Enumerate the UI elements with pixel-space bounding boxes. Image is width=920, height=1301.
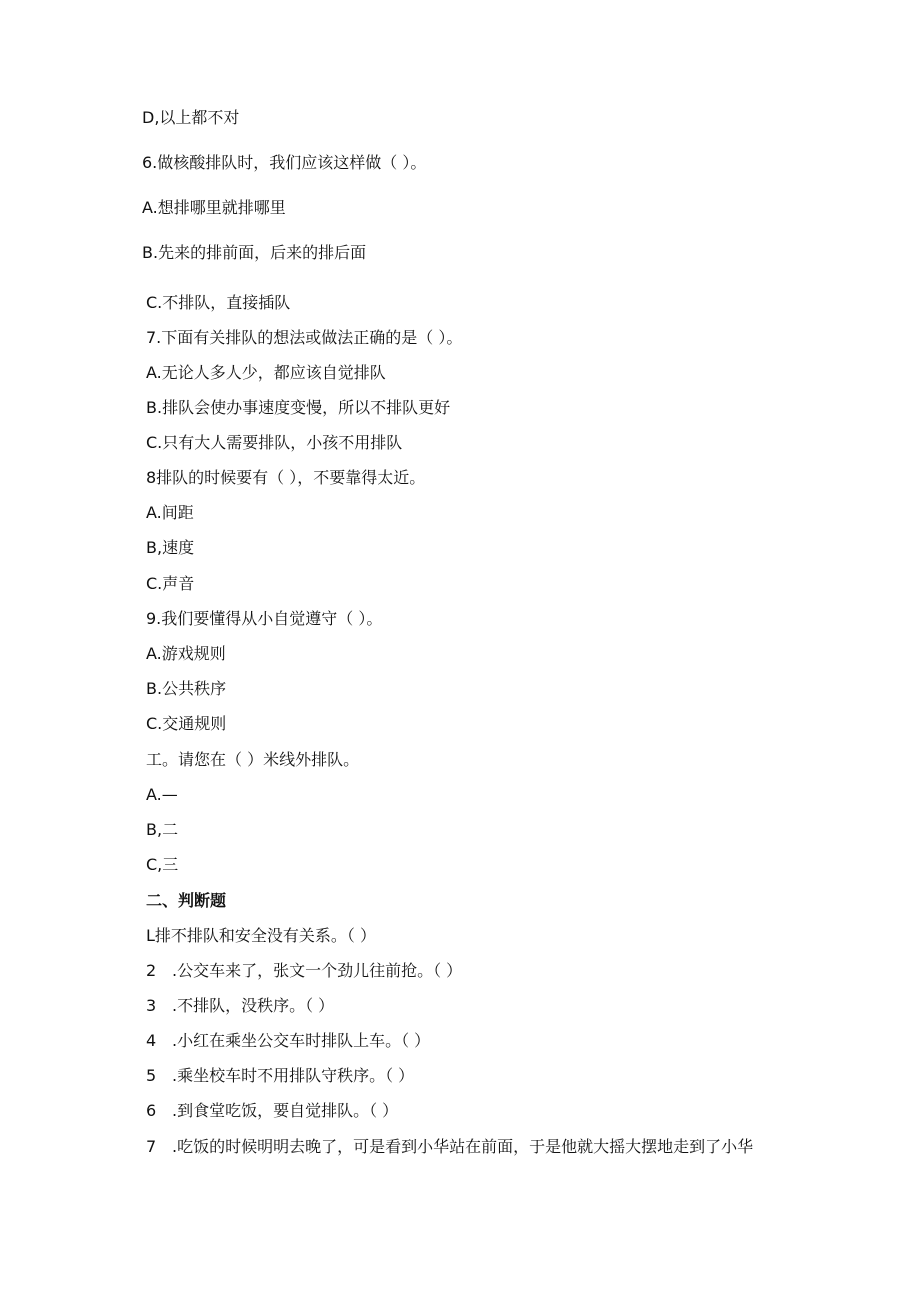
question-7: 7.下面有关排队的想法或做法正确的是（ ）。 xyxy=(146,328,463,347)
option-8c: C.声音 xyxy=(146,574,195,593)
option-6a: A.想排哪里就排哪里 xyxy=(142,198,286,217)
option-7c: C.只有大人需要排队，小孩不用排队 xyxy=(146,433,403,452)
judgment-number: 5 xyxy=(146,1066,157,1085)
option-7a: A.无论人多人少，都应该自觉排队 xyxy=(146,363,386,382)
option-10b: B,二 xyxy=(146,820,179,839)
question-10: 工。请您在（ ）米线外排队。 xyxy=(146,750,360,769)
option-6b: B.先来的排前面，后来的排后面 xyxy=(142,243,367,262)
option-8b: B,速度 xyxy=(146,538,195,557)
option-5d: D,以上都不对 xyxy=(142,108,240,127)
option-10c: C,三 xyxy=(146,855,179,874)
judgment-text: .小红在乘坐公交车时排队上车。（ ） xyxy=(172,1031,431,1050)
judgment-item xyxy=(146,1101,398,1121)
judgment-item xyxy=(146,926,376,946)
judgment-text: .吃饭的时候明明去晚了，可是看到小华站在前面，于是他就大摇大摆地走到了小华 xyxy=(172,1137,754,1156)
judgment-text: L排不排队和安全没有关系。（ ） xyxy=(146,926,377,945)
judgment-number: 3 xyxy=(146,996,157,1015)
question-6: 6.做核酸排队时，我们应该这样做（ ）。 xyxy=(142,153,427,172)
option-6c: C.不排队，直接插队 xyxy=(146,293,291,312)
question-8: 8排队的时候要有（ ），不要靠得太近。 xyxy=(146,468,426,487)
judgment-text: .乘坐校车时不用排队守秩序。（ ） xyxy=(172,1066,415,1085)
section-title: 二、判断题 xyxy=(146,891,227,910)
judgment-item xyxy=(146,961,462,981)
judgment-number: 6 xyxy=(146,1101,157,1120)
judgment-number: 4 xyxy=(146,1031,157,1050)
judgment-item xyxy=(146,1137,753,1157)
judgment-item xyxy=(146,996,334,1016)
option-9c: C.交通规则 xyxy=(146,714,227,733)
judgment-number: 2 xyxy=(146,961,157,980)
judgment-text: .公交车来了，张文一个劲儿往前抢。（ ） xyxy=(172,961,463,980)
option-7b: B.排队会使办事速度变慢，所以不排队更好 xyxy=(146,398,451,417)
question-9: 9.我们要懂得从小自觉遵守（ ）。 xyxy=(146,609,383,628)
judgment-text: .到食堂吃饭，要自觉排队。（ ） xyxy=(172,1101,399,1120)
judgment-item xyxy=(146,1066,414,1086)
option-10a: A.— xyxy=(146,785,178,804)
judgment-item xyxy=(146,1031,430,1051)
judgment-text: .不排队，没秩序。（ ） xyxy=(172,996,335,1015)
option-9b: B.公共秩序 xyxy=(146,679,227,698)
option-9a: A.游戏规则 xyxy=(146,644,226,663)
judgment-number: 7 xyxy=(146,1137,157,1156)
option-8a: A.间距 xyxy=(146,503,194,522)
